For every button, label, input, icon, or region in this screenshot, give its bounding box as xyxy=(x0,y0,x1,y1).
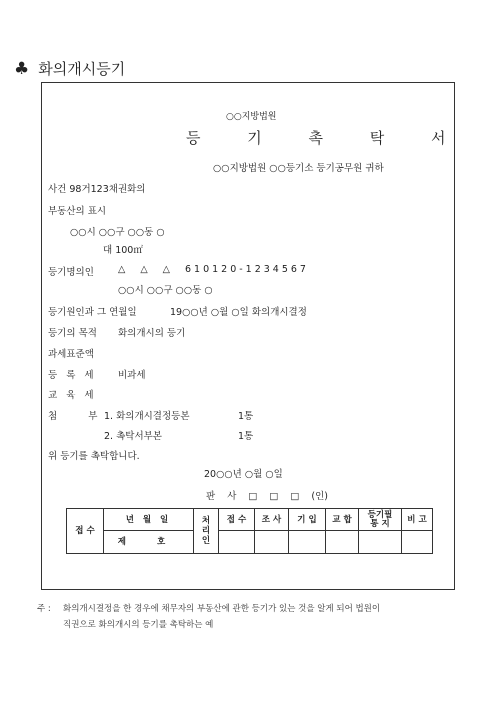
column-verify: 교 합 xyxy=(326,509,359,531)
tax-base-label: 과세표준액 xyxy=(48,349,94,360)
attach-item-2-count: 1통 xyxy=(238,431,254,442)
case-number: 사건 98거123채권화의 xyxy=(48,184,146,195)
request-text: 위 등기를 촉탁합니다. xyxy=(48,451,140,462)
attach-item-2: 2. 촉탁서부본 xyxy=(104,431,162,442)
property-address: ○○시 ○○구 ○○동 ○ xyxy=(70,227,165,238)
attach-item-1: 1. 화의개시결정등본 xyxy=(104,411,190,422)
cell-review xyxy=(255,531,289,554)
property-label: 부동산의 표시 xyxy=(48,206,107,217)
receipt-header: 접 수 xyxy=(67,509,104,554)
property-area: 대 100㎡ xyxy=(103,245,143,256)
number-header: 제 호 xyxy=(104,531,194,554)
date-header: 년 월 일 xyxy=(104,509,194,531)
column-receipt: 접 수 xyxy=(219,509,255,531)
request-date: 20○○년 ○월 ○일 xyxy=(204,469,283,480)
form-title: 등 기 촉 탁 서 xyxy=(186,129,467,147)
cell-entry xyxy=(289,531,326,554)
judge-signature: 판 사 □ □ □ (인) xyxy=(206,491,328,502)
cell-receipt xyxy=(219,531,255,554)
addressee: ○○지방법원 ○○등기소 등기공무원 귀하 xyxy=(213,163,384,174)
purpose-label: 등기의 목적 xyxy=(48,328,97,339)
attach-item-1-count: 1통 xyxy=(238,411,254,422)
cell-remarks xyxy=(402,531,433,554)
note-line-2: 직권으로 화의개시의 등기를 촉탁하는 예 xyxy=(63,620,214,630)
column-review: 조 사 xyxy=(255,509,289,531)
nominee-label: 등기명의인 xyxy=(48,267,94,278)
document-heading xyxy=(14,58,125,79)
club-icon: ♣ xyxy=(14,58,30,79)
purpose-value: 화의개시의 등기 xyxy=(118,328,186,339)
column-remarks: 비 고 xyxy=(402,509,433,531)
registry-table xyxy=(66,508,433,554)
cause-label: 등기원인과 그 연월일 xyxy=(48,307,137,318)
reg-tax-value: 비과세 xyxy=(118,370,146,381)
column-entry: 기 입 xyxy=(289,509,326,531)
nominee-value: △ △ △ 610120-1234567 xyxy=(118,264,309,275)
court-name: ○○지방법원 xyxy=(226,112,277,122)
column-notice: 등기필 통 지 xyxy=(359,509,402,531)
cell-verify xyxy=(326,531,359,554)
attach-label: 첨 부 xyxy=(48,411,112,422)
note-line-1: 화의개시결정을 한 경우에 채무자의 부동산에 관한 등기가 있는 것을 알게 되어 법원이 xyxy=(63,604,381,614)
edu-tax-label: 교 육 세 xyxy=(48,390,97,401)
heading-title: 화의개시등기 xyxy=(38,60,126,78)
note-label: 주 : xyxy=(37,604,51,614)
reg-tax-label: 등 록 세 xyxy=(48,370,97,381)
cause-value: 19○○년 ○월 ○일 화의개시결정 xyxy=(170,307,307,318)
process-header: 처 리 인 xyxy=(194,509,219,554)
nominee-address: ○○시 ○○구 ○○동 ○ xyxy=(118,285,213,296)
cell-notice xyxy=(359,531,402,554)
